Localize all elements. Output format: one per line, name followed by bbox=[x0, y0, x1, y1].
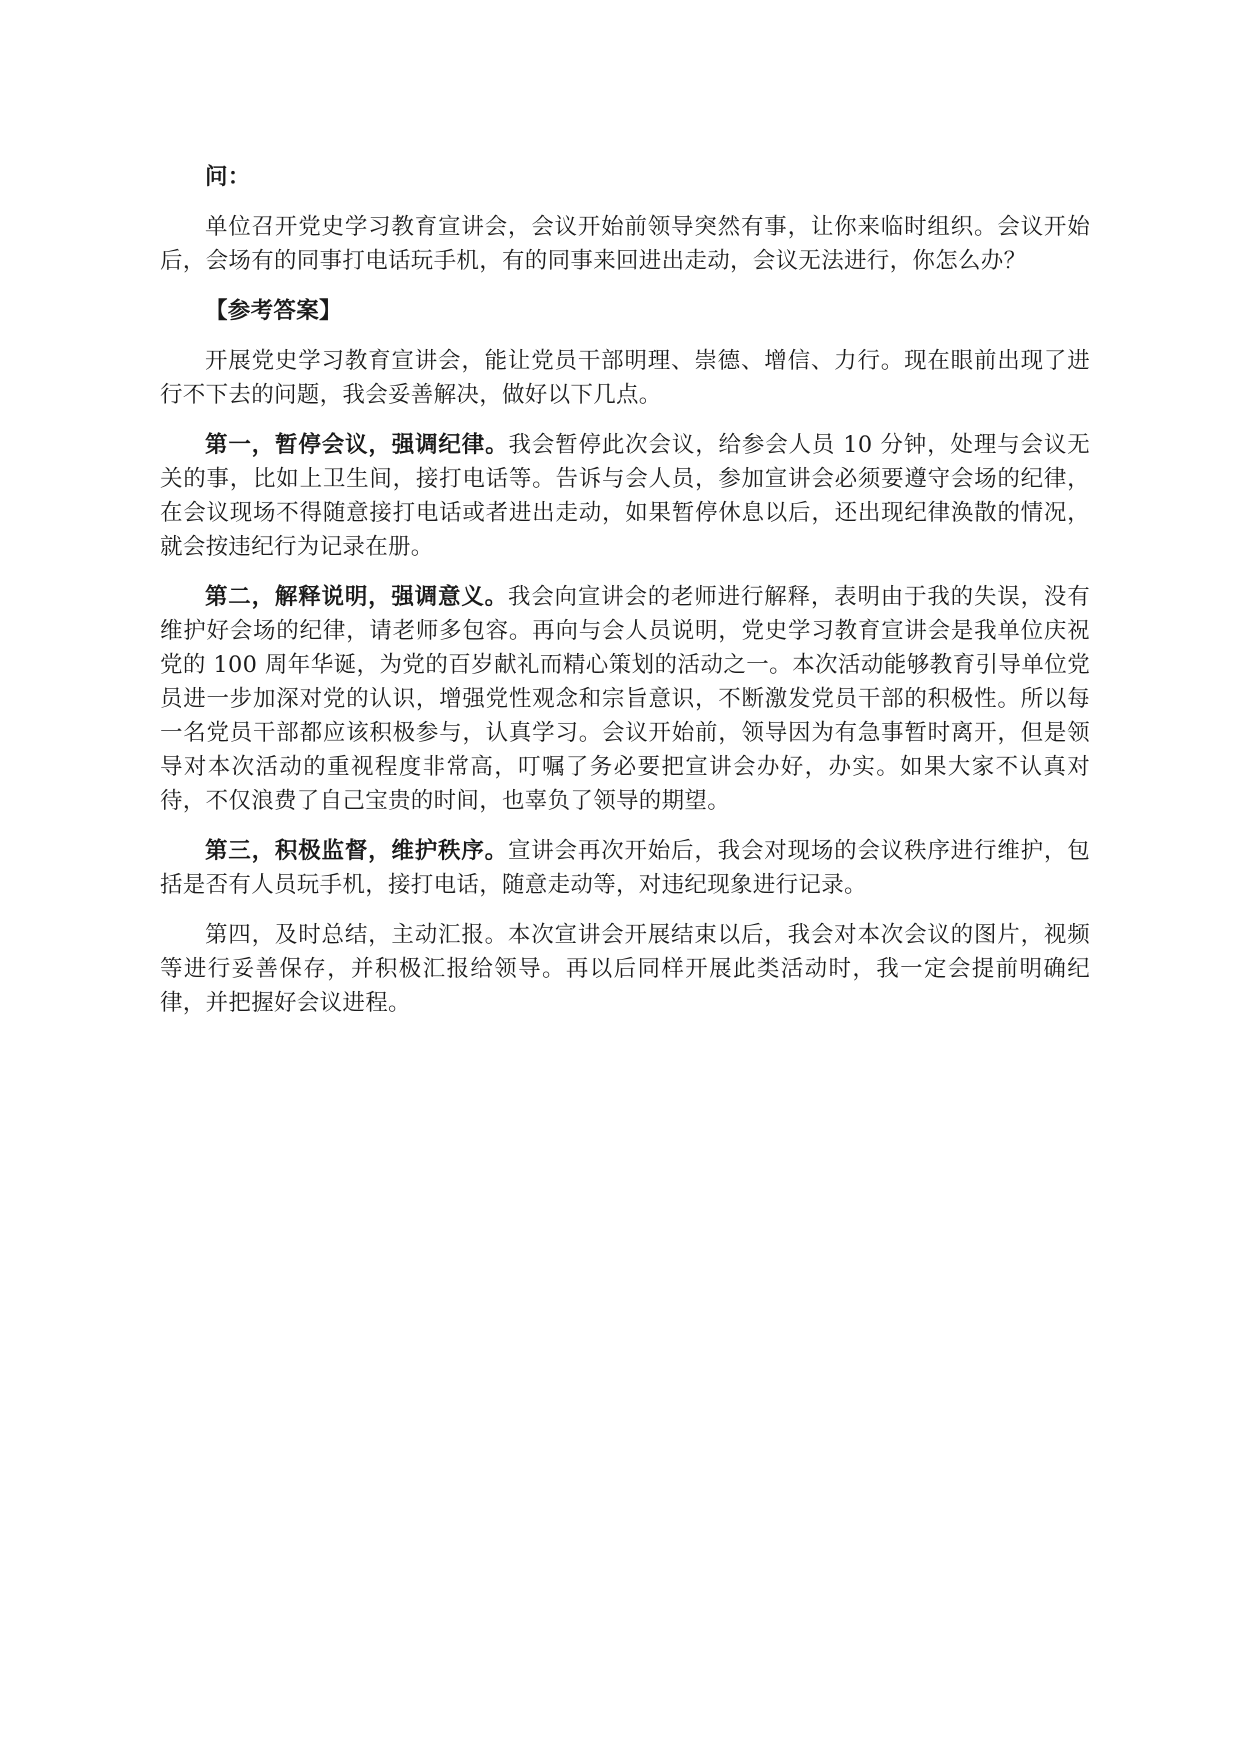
answer-label: 【参考答案】 bbox=[205, 298, 342, 324]
answer-point-2 bbox=[160, 580, 1090, 818]
point-3-heading: 第三，积极监督，维护秩序。 bbox=[205, 838, 508, 864]
question-text: 单位召开党史学习教育宣讲会，会议开始前领导突然有事，让你来临时组织。会议开始后，会场有的同事打电话玩手机，有的同事来回进出走动，会议无法进行，你怎么办？ bbox=[160, 214, 1090, 274]
question-label: 问： bbox=[205, 164, 251, 190]
answer-intro: 开展党史学习教育宣讲会，能让党员干部明理、崇德、增信、力行。现在眼前出现了进行不下去的问题，我会妥善解决，做好以下几点。 bbox=[160, 348, 1090, 408]
point-1-body: 我会暂停此次会议，给参会人员 10 分钟，处理与会议无关的事，比如上卫生间，接打电话等。告诉与会人员，参加宣讲会必须要遵守会场的纪律，在会议现场不得随意接打电话或者进出走动，如果暂停休息以后，还出现纪律涣散的情况，就会按违纪行为记录在册。 bbox=[160, 432, 1090, 560]
point-1-heading: 第一，暂停会议，强调纪律。 bbox=[205, 432, 509, 458]
answer-point-1 bbox=[160, 428, 1090, 564]
document-page bbox=[160, 160, 1090, 1036]
point-2-body: 我会向宣讲会的老师进行解释，表明由于我的失误，没有维护好会场的纪律，请老师多包容。再向与会人员说明，党史学习教育宣讲会是我单位庆祝党的 100 周年华诞，为党的百岁献礼而精心策划的活动之一。本次活动能够教育引导单位党员进一步加深对党的认识，增强党性观念和宗旨意识，不断激发党员干部的积极性。所以每一名党员干部都应该积极参与，认真学习。会议开始前，领导因为有急事暂时离开，但是领导对本次活动的重视程度非常高，叮嘱了务必要把宣讲会办好，办实。如果大家不认真对待，不仅浪费了自己宝贵的时间，也辜负了领导的期望。 bbox=[160, 584, 1090, 814]
point-2-heading: 第二，解释说明，强调意义。 bbox=[205, 584, 508, 610]
answer-point-3 bbox=[160, 834, 1090, 902]
point-3-body: 宣讲会再次开始后，我会对现场的会议秩序进行维护，包括是否有人员玩手机，接打电话，随意走动等，对违纪现象进行记录。 bbox=[160, 838, 1090, 898]
answer-point-4: 第四，及时总结，主动汇报。本次宣讲会开展结束以后，我会对本次会议的图片，视频等进行妥善保存，并积极汇报给领导。再以后同样开展此类活动时，我一定会提前明确纪律，并把握好会议进程。 bbox=[160, 922, 1090, 1016]
